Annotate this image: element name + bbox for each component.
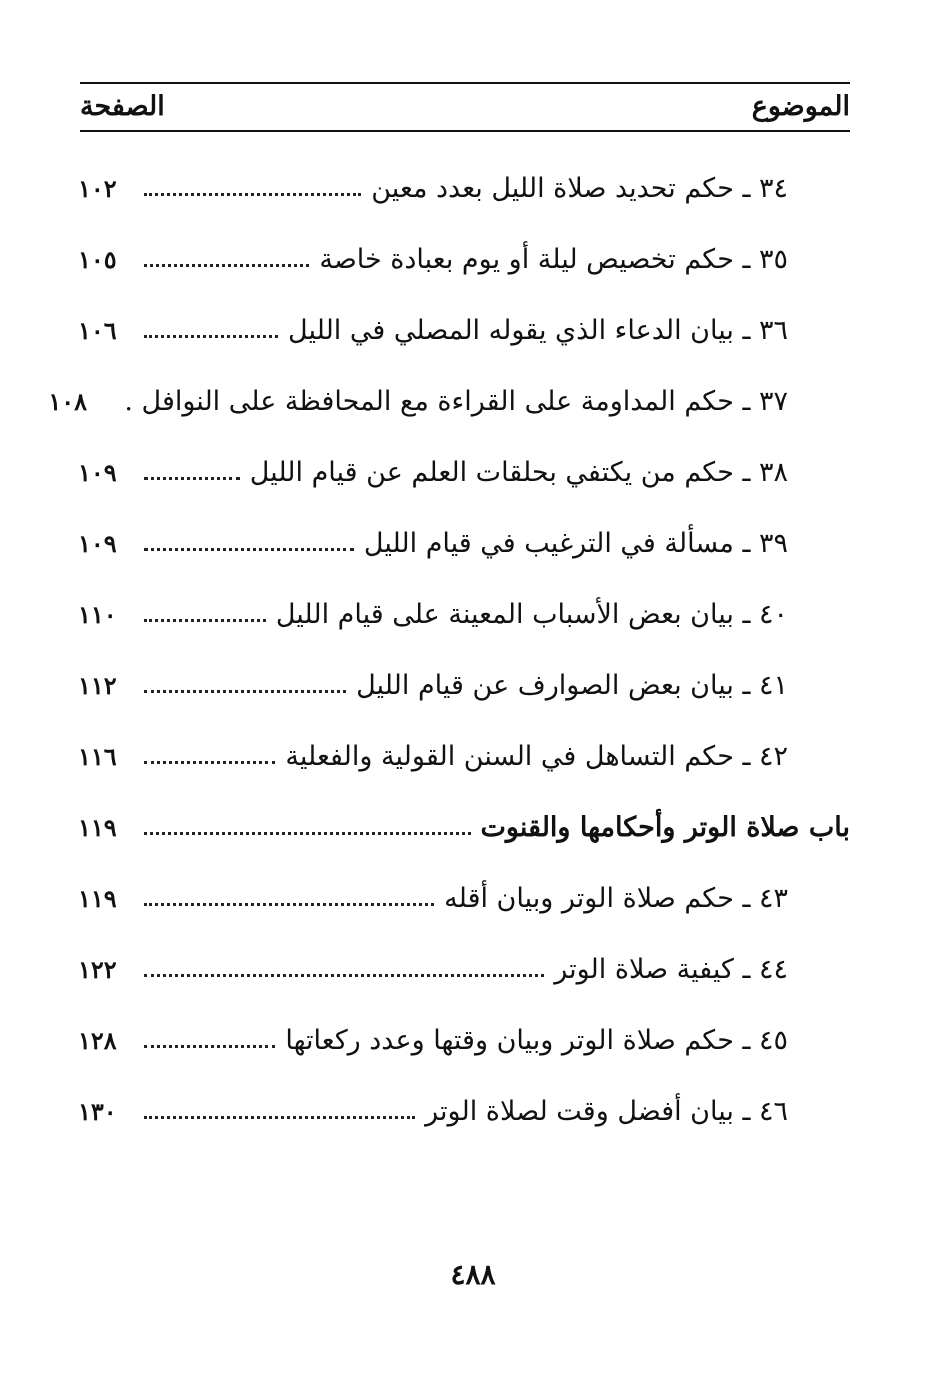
dot-leader: [144, 335, 278, 338]
toc-entry: [78, 579, 850, 650]
toc-entry-page: ١١٩: [78, 813, 117, 842]
toc-entry: [78, 508, 850, 579]
toc-chapter-entry: [78, 792, 850, 863]
dot-leader: [144, 1045, 275, 1048]
toc-entry: [78, 437, 850, 508]
toc-entry-title: ٤١ ـ بيان بعض الصوارف عن قيام الليل: [356, 670, 788, 701]
toc-entry-title: ٣٧ ـ حكم المداومة على القراءة مع المحافظة على النوافل .: [124, 386, 788, 417]
toc-entry-page: ١٠٥: [78, 245, 117, 274]
dot-leader: [144, 619, 266, 622]
toc-chapter-title: باب صلاة الوتر وأحكامها والقنوت: [480, 812, 850, 843]
toc-entry-title: ٤٠ ـ بيان بعض الأسباب المعينة على قيام الليل: [275, 599, 788, 630]
toc-entry: [78, 650, 850, 721]
table-of-contents: [48, 153, 850, 1147]
toc-entry-title: ٤٥ ـ حكم صلاة الوتر وبيان وقتها وعدد ركعاتها: [285, 1025, 788, 1056]
toc-entry: [78, 1076, 850, 1147]
toc-entry-page: ١١٦: [78, 742, 117, 771]
toc-entry-page: ١٢٨: [78, 1026, 117, 1055]
toc-entry-page: ١١٠: [78, 600, 117, 629]
toc-entry-page: ١٠٨: [48, 387, 87, 416]
toc-entry-title: ٣٥ ـ حكم تخصيص ليلة أو يوم بعبادة خاصة: [319, 244, 788, 275]
dot-leader: [144, 477, 240, 480]
toc-entry-title: ٤٦ ـ بيان أفضل وقت لصلاة الوتر: [425, 1096, 788, 1127]
dot-leader: [144, 974, 544, 977]
toc-entry-title: ٣٤ ـ حكم تحديد صلاة الليل بعدد معين: [371, 173, 788, 204]
page-number: ٤٨٨: [450, 1258, 496, 1291]
dot-leader: [144, 832, 471, 835]
page-column-label: الصفحة: [80, 90, 165, 122]
dot-leader: [144, 1116, 415, 1119]
toc-entry: [78, 153, 850, 224]
dot-leader: [144, 690, 346, 693]
toc-entry: [48, 366, 850, 437]
toc-entry-page: ١٠٩: [78, 458, 117, 487]
toc-entry: [78, 1005, 850, 1076]
toc-entry-title: ٤٢ ـ حكم التساهل في السنن القولية والفعلية: [285, 741, 788, 772]
dot-leader: [144, 264, 309, 267]
toc-entry: [78, 863, 850, 934]
toc-entry-page: ١٢٢: [78, 955, 117, 984]
dot-leader: [144, 761, 275, 764]
toc-entry-title: ٣٦ ـ بيان الدعاء الذي يقوله المصلي في الليل: [288, 315, 788, 346]
toc-entry-page: ١٠٦: [78, 316, 117, 345]
toc-entry-title: ٣٩ ـ مسألة في الترغيب في قيام الليل: [363, 528, 788, 559]
topic-column-label: الموضوع: [751, 90, 850, 122]
toc-entry-page: ١٠٢: [78, 174, 117, 203]
toc-entry-page: ١٠٩: [78, 529, 117, 558]
toc-entry: [78, 721, 850, 792]
dot-leader: [144, 548, 354, 551]
toc-entry: [78, 934, 850, 1005]
dot-leader: [144, 903, 434, 906]
header-bottom-rule: [80, 130, 850, 132]
toc-entry-title: ٤٤ ـ كيفية صلاة الوتر: [554, 954, 788, 985]
toc-entry-title: ٤٣ ـ حكم صلاة الوتر وبيان أقله: [444, 883, 788, 914]
toc-entry: [78, 295, 850, 366]
dot-leader: [144, 193, 361, 196]
toc-entry: [78, 224, 850, 295]
toc-entry-page: ١١٩: [78, 884, 117, 913]
toc-header: [80, 84, 850, 128]
toc-entry-page: ١٣٠: [78, 1097, 117, 1126]
toc-entry-page: ١١٢: [78, 671, 117, 700]
toc-entry-title: ٣٨ ـ حكم من يكتفي بحلقات العلم عن قيام الليل: [249, 457, 788, 488]
